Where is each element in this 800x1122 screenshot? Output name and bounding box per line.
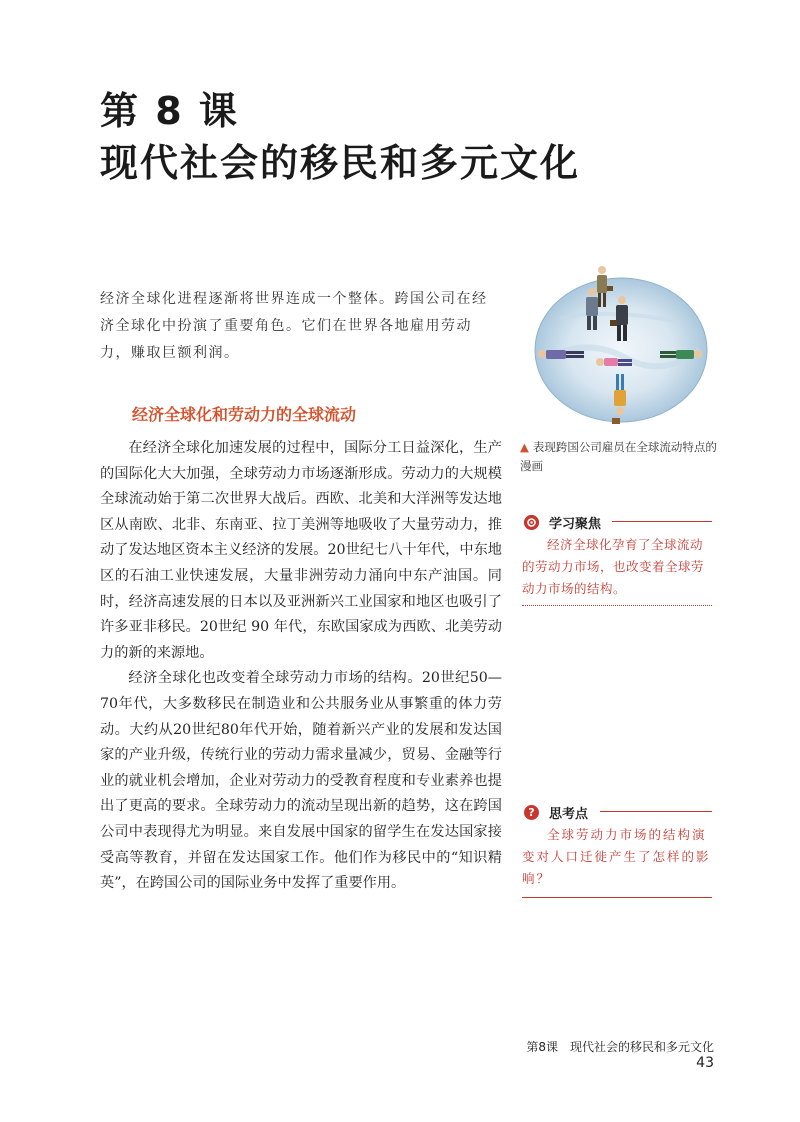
study-focus-dotted-rule bbox=[522, 605, 712, 606]
study-focus-label: 学习聚焦 bbox=[549, 517, 602, 532]
thinking-point-text: 全球劳动力市场的结构演变对人口迁徙产生了怎样的影响？ bbox=[522, 827, 711, 886]
lesson-number: 第 8 课 bbox=[100, 89, 239, 133]
focus-target-icon bbox=[524, 515, 539, 530]
figure-caption bbox=[520, 438, 720, 476]
thinking-point-bottom-rule bbox=[522, 897, 712, 898]
page-number: 43 bbox=[696, 1055, 714, 1071]
body-paragraph-2: 经济全球化也改变着全球劳动力市场的结构。20世纪50—70年代，大多数移民在制造业和公共服务业从事繁重的体力劳动。大约从20世纪80年代开始，随着新兴产业的发展和发达国家的产业升级，传统行业的劳动力需求量减少，贸易、金融等行业的就业机会增加，企业对劳动力的受教育程度和专业素养也提出了更高的要求。全球劳动力的流动呈现出新的趋势，这在跨国公司中表现得尤为明显。来自发展中国家的留学生在发达国家接受高等教育，并留在发达国家工作。他们作为移民中的“知识精英”，在跨国公司的国际业务中发挥了重要作用。 bbox=[100, 670, 502, 892]
migration-cartoon-illustration bbox=[530, 258, 712, 430]
study-focus-rule bbox=[612, 521, 712, 522]
caption-triangle-icon: ▲ bbox=[520, 440, 529, 454]
body-text bbox=[100, 436, 502, 897]
caption-text: 表现跨国公司雇员在全球流动特点的漫画 bbox=[520, 440, 717, 473]
thinking-point-rule bbox=[600, 811, 712, 812]
section-title: 经济全球化和劳动力的全球流动 bbox=[132, 405, 357, 424]
study-focus-header bbox=[524, 513, 601, 532]
page-footer bbox=[504, 1038, 714, 1071]
thinking-point-header bbox=[524, 803, 588, 822]
body-paragraph-1: 在经济全球化加速发展的过程中，国际分工日益深化，生产的国际化大大加强，全球劳动力市场逐渐形成。劳动力的大规模全球流动始于第二次世界大战后。西欧、北美和大洋洲等发达地区从南欧、北非、东南亚、拉丁美洲等地吸收了大量劳动力，推动了发达地区资本主义经济的发展。20世纪七八十年代，中东地区的石油工业快速发展，大量非洲劳动力涌向中东产油国。同时，经济高速发展的日本以及亚洲新兴工业国家和地区也吸引了许多亚非移民。20世纪 90 年代，东欧国家成为西欧、北美劳动力的新的来源地。 bbox=[100, 440, 502, 661]
intro-paragraph: 经济全球化进程逐渐将世界连成一个整体。跨国公司在经济全球化中扮演了重要角色。它们在世界各地雇用劳动力，赚取巨额利润。 bbox=[100, 291, 488, 361]
thinking-point-label: 思考点 bbox=[549, 807, 589, 822]
figure-center-lying bbox=[596, 358, 632, 366]
question-icon: ? bbox=[524, 805, 539, 820]
study-focus-text: 经济全球化孕育了全球流动的劳动力市场，也改变着全球劳动力市场的结构。 bbox=[522, 537, 705, 596]
running-title: 第8课 现代社会的移民和多元文化 bbox=[526, 1040, 714, 1054]
lesson-title: 现代社会的移民和多元文化 bbox=[100, 141, 581, 185]
